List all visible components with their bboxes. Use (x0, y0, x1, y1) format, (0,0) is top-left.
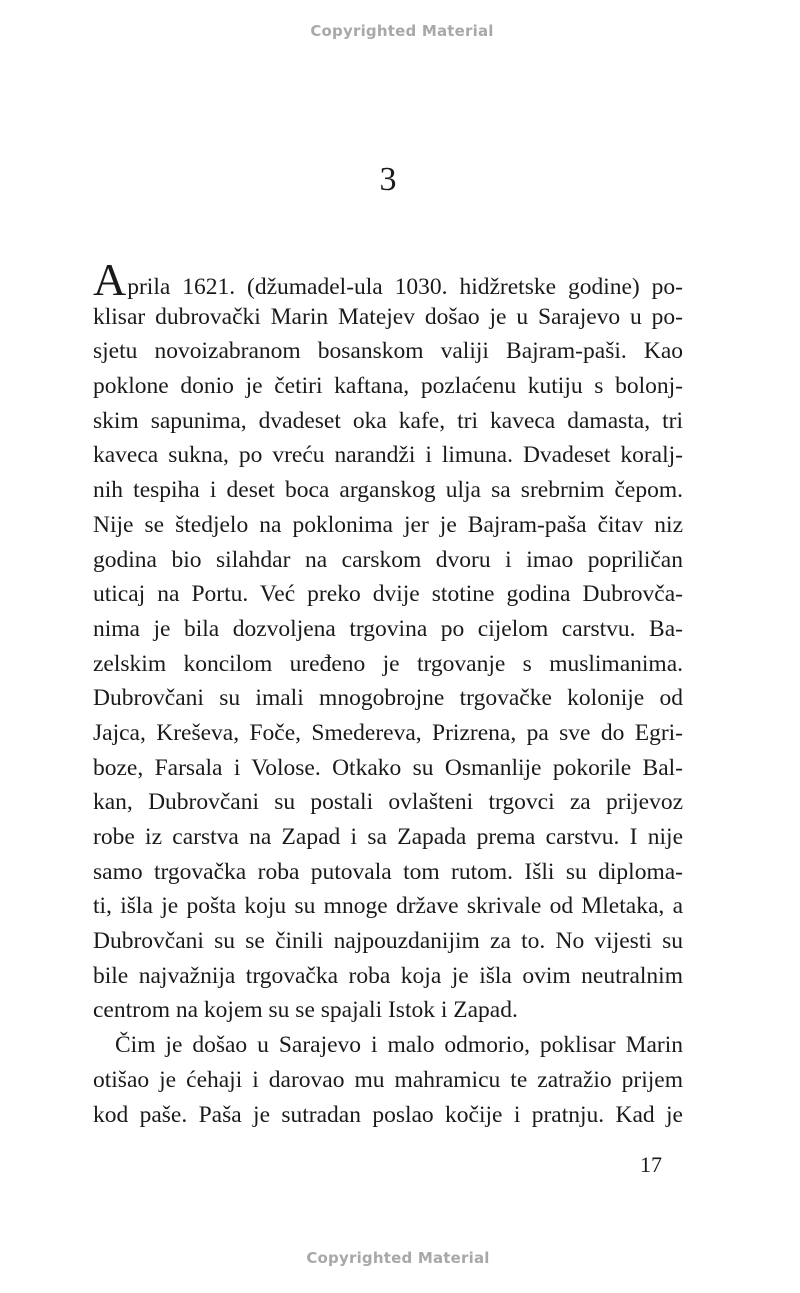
text-line: centrom na kojem su se spajali Istok i Zapad. (93, 997, 518, 1024)
text-line: samo trgovačka roba putovala tom rutom. Išli su diploma- (93, 858, 683, 885)
drop-cap: A (93, 254, 127, 305)
text-line: otišao je ćehaji i darovao mu mahramicu te zatražio prijem (93, 1066, 683, 1093)
text-line: skim sapunima, dvadeset oka kafe, tri kaveca damasta, tri (93, 407, 683, 434)
text-line: boze, Farsala i Volose. Otkako su Osmanlije pokorile Bal- (93, 754, 683, 781)
text-line: Nije se štedjelo na poklonima jer je Bajram-paša čitav niz (93, 511, 683, 538)
text-line: nima je bila dozvoljena trgovina po cijelom carstvu. Ba- (93, 615, 683, 642)
text-line: Aprila 1621. (džumadel-ula 1030. hidžretske godine) po- (93, 254, 683, 305)
text-line: Dubrovčani su imali mnogobrojne trgovačke kolonije od (93, 685, 683, 712)
copyright-watermark-top: Copyrighted Material (310, 22, 494, 40)
text-line: kaveca sukna, po vreću narandži i limuna. Dvadeset koralj- (93, 442, 683, 469)
text-line: Dubrovčani su se činili najpouzdanijim za to. No vijesti su (93, 928, 683, 955)
paragraph-1 (93, 254, 683, 1028)
text-line: klisar dubrovački Marin Matejev došao je u Sarajevo u po- (93, 303, 683, 330)
body-text (93, 254, 683, 1132)
text-line: bile najvažnija trgovačka roba koja je išla ovim neutralnim (93, 962, 683, 989)
chapter-number: 3 (379, 161, 397, 198)
text-line: zelskim koncilom uređeno je trgovanje s muslimanima. (93, 650, 683, 677)
text-line: robe iz carstva na Zapad i sa Zapada prema carstvu. I nije (93, 824, 683, 850)
text-line: sjetu novoizabranom bosanskom valiji Bajram-paši. Kao (93, 338, 683, 365)
text-line: godina bio silahdar na carskom dvoru i imao popriličan (93, 546, 683, 573)
text-line: uticaj na Portu. Već preko dvije stotine godina Dubrovča- (93, 581, 683, 608)
text-line: ti, išla je pošta koju su mnoge države skrivale od Mletaka, a (93, 893, 683, 920)
copyright-watermark-bottom: Copyrighted Material (306, 1249, 490, 1267)
text-line: kod paše. Paša je sutradan poslao kočije i pratnju. Kad je (93, 1101, 683, 1128)
paragraph-2 (93, 1028, 683, 1132)
page-number: 17 (640, 1152, 662, 1177)
text-line: poklone donio je četiri kaftana, pozlaćenu kutiju s bolonj- (93, 373, 683, 400)
text-line: Čim je došao u Sarajevo i malo odmorio, poklisar Marin (115, 1032, 683, 1059)
text-line: kan, Dubrovčani su postali ovlašteni trgovci za prijevoz (93, 789, 683, 816)
text-line: Jajca, Kreševa, Foče, Smedereva, Prizrena, pa sve do Egri- (93, 719, 683, 746)
text-line: nih tespiha i deset boca arganskog ulja sa srebrnim čepom. (93, 477, 683, 504)
